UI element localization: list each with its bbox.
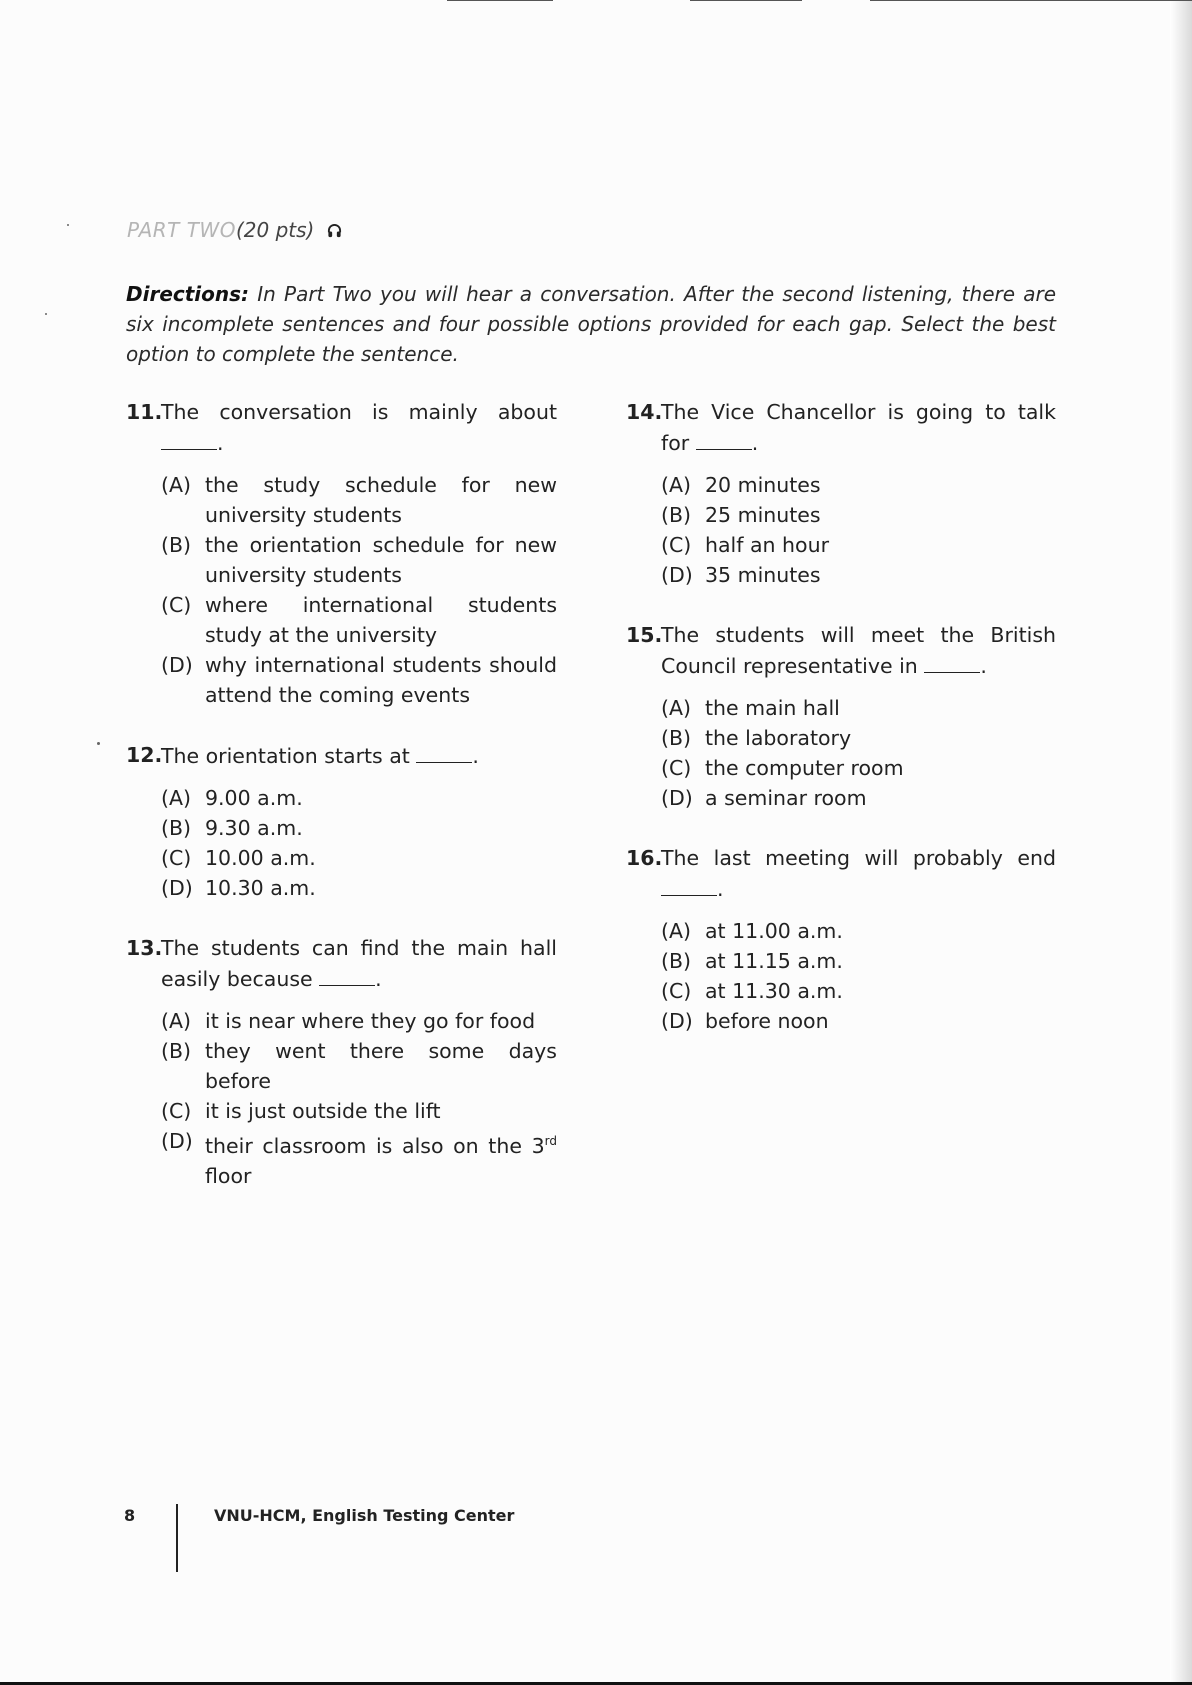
question-item (626, 620, 1056, 813)
question-stem-text: The students can find the main hall easily because (161, 936, 557, 991)
answer-option (126, 590, 557, 650)
answer-option (626, 723, 1056, 753)
part-label: PART TWO (127, 218, 236, 242)
footer-organization: VNU-HCM, English Testing Center (214, 1506, 515, 1525)
scan-speck (45, 313, 47, 315)
option-text: their classroom is also on the 3 (205, 1134, 545, 1158)
question-stem-end: . (980, 654, 987, 678)
answer-option (626, 753, 1056, 783)
option-letter: (D) (161, 1129, 193, 1153)
option-letter: (A) (161, 1009, 192, 1033)
option-letter: (B) (161, 533, 192, 557)
option-letter: (B) (661, 949, 692, 973)
answer-blank (161, 427, 217, 450)
option-text: at 11.15 a.m. (705, 949, 843, 973)
option-text: 9.00 a.m. (205, 786, 303, 810)
answer-option (626, 976, 1056, 1006)
question-stem-text: The orientation starts at (161, 744, 410, 768)
question-number: 12. (126, 743, 163, 767)
option-text: the orientation schedule for new university students (205, 533, 557, 587)
question-number: 13. (126, 936, 163, 960)
right-question-column (626, 397, 1056, 1036)
directions-text: In Part Two you will hear a conversation. After the second listening, there are six incomplete sentences and four possible options provided for each gap. Select the best option to complete the sentence. (126, 282, 1057, 366)
answer-option (626, 916, 1056, 946)
option-letter: (A) (161, 786, 192, 810)
scan-speck (97, 742, 100, 745)
answer-option (626, 530, 1056, 560)
answer-option (626, 783, 1056, 813)
question-stem-text: The students will meet the British Council representative in (661, 623, 1056, 678)
answer-option (126, 530, 557, 590)
top-edge-rule (870, 0, 1192, 1)
answer-option (626, 693, 1056, 723)
option-text: before noon (705, 1009, 829, 1033)
question-number: 15. (626, 623, 663, 647)
option-text: the main hall (705, 696, 840, 720)
answer-option (126, 1036, 557, 1096)
answer-blank (924, 650, 980, 673)
option-text: the computer room (705, 756, 904, 780)
answer-option (126, 470, 557, 530)
option-text: at 11.00 a.m. (705, 919, 843, 943)
question-stem-end: . (751, 431, 759, 455)
answer-option (126, 873, 557, 903)
question-stem (126, 933, 557, 994)
option-text: why international students should attend the coming events (205, 653, 557, 707)
question-number: 16. (626, 846, 663, 870)
answer-option (626, 946, 1056, 976)
question-stem (626, 397, 1056, 458)
option-text: 35 minutes (705, 563, 821, 587)
answer-option (626, 470, 1056, 500)
left-question-column (126, 397, 557, 1191)
part-points: (20 pts) (235, 218, 315, 242)
question-stem-end: . (375, 967, 382, 991)
option-text: 10.30 a.m. (205, 876, 316, 900)
option-letter: (D) (661, 786, 693, 810)
question-item (126, 933, 557, 1191)
answer-option (126, 813, 557, 843)
answer-options (126, 470, 557, 710)
option-text: 9.30 a.m. (205, 816, 303, 840)
option-text: 25 minutes (705, 503, 821, 527)
answer-options (626, 693, 1056, 813)
option-text: it is just outside the lift (205, 1099, 441, 1123)
answer-blank (319, 963, 375, 986)
option-letter: (C) (161, 846, 192, 870)
answer-options (626, 916, 1056, 1036)
option-letter: (D) (161, 653, 193, 677)
question-stem (126, 397, 557, 458)
option-letter: (C) (661, 756, 692, 780)
option-text: a seminar room (705, 786, 867, 810)
scan-speck (67, 224, 69, 226)
question-stem-end: . (717, 877, 724, 901)
option-letter: (C) (661, 979, 692, 1003)
question-stem-end: . (472, 744, 479, 768)
answer-options (126, 783, 557, 903)
answer-option (626, 560, 1056, 590)
option-text-tail: floor (205, 1164, 252, 1188)
option-superscript: rd (544, 1134, 557, 1148)
option-letter: (D) (161, 876, 193, 900)
question-number: 14. (626, 400, 663, 424)
option-letter: (C) (161, 593, 192, 617)
option-text: where international students study at the university (205, 593, 557, 647)
answer-blank (416, 740, 472, 763)
answer-blank (696, 427, 752, 450)
answer-blank (661, 873, 717, 896)
question-stem-end: . (217, 431, 224, 455)
question-item (626, 397, 1056, 590)
question-number: 11. (126, 400, 163, 424)
top-edge-rule (447, 0, 553, 1)
option-text: they went there some days before (205, 1039, 557, 1093)
option-text: 20 minutes (705, 473, 821, 497)
answer-option (126, 1126, 557, 1191)
answer-option (126, 1006, 557, 1036)
answer-options (626, 470, 1056, 590)
question-stem (126, 740, 557, 771)
question-item (126, 740, 557, 903)
answer-option (626, 500, 1056, 530)
part-title (127, 218, 342, 242)
option-letter: (A) (661, 919, 692, 943)
directions-paragraph (126, 279, 1056, 369)
option-text: 10.00 a.m. (205, 846, 316, 870)
answer-option (126, 1096, 557, 1126)
option-letter: (A) (161, 473, 192, 497)
option-letter: (B) (161, 1039, 192, 1063)
top-edge-rule (690, 0, 802, 1)
question-item (626, 843, 1056, 1036)
answer-options (126, 1006, 557, 1191)
page-number: 8 (124, 1506, 136, 1525)
answer-option (626, 1006, 1056, 1036)
option-letter: (B) (161, 816, 192, 840)
option-letter: (B) (661, 503, 692, 527)
option-text: it is near where they go for food (205, 1009, 536, 1033)
option-letter: (B) (661, 726, 692, 750)
option-text: the laboratory (705, 726, 852, 750)
headphone-icon (327, 223, 342, 238)
directions-lead: Directions: (126, 282, 250, 306)
question-stem-text: The last meeting will probably end (661, 846, 1056, 870)
option-letter: (C) (661, 533, 692, 557)
option-text: half an hour (705, 533, 830, 557)
option-letter: (A) (661, 696, 692, 720)
option-text: the study schedule for new university students (205, 473, 557, 527)
option-letter: (C) (161, 1099, 192, 1123)
question-item (126, 397, 557, 710)
option-letter: (D) (661, 1009, 693, 1033)
option-letter: (A) (661, 473, 692, 497)
answer-option (126, 650, 557, 710)
answer-option (126, 783, 557, 813)
question-stem-text: The Vice Chancellor is going to talk for (661, 400, 1056, 455)
option-letter: (D) (661, 563, 693, 587)
question-stem (626, 843, 1056, 904)
footer-divider (176, 1504, 178, 1572)
page-edge-shadow (1170, 0, 1192, 1685)
answer-option (126, 843, 557, 873)
question-stem-text: The conversation is mainly about (161, 400, 557, 424)
option-text: at 11.30 a.m. (705, 979, 843, 1003)
question-stem (626, 620, 1056, 681)
